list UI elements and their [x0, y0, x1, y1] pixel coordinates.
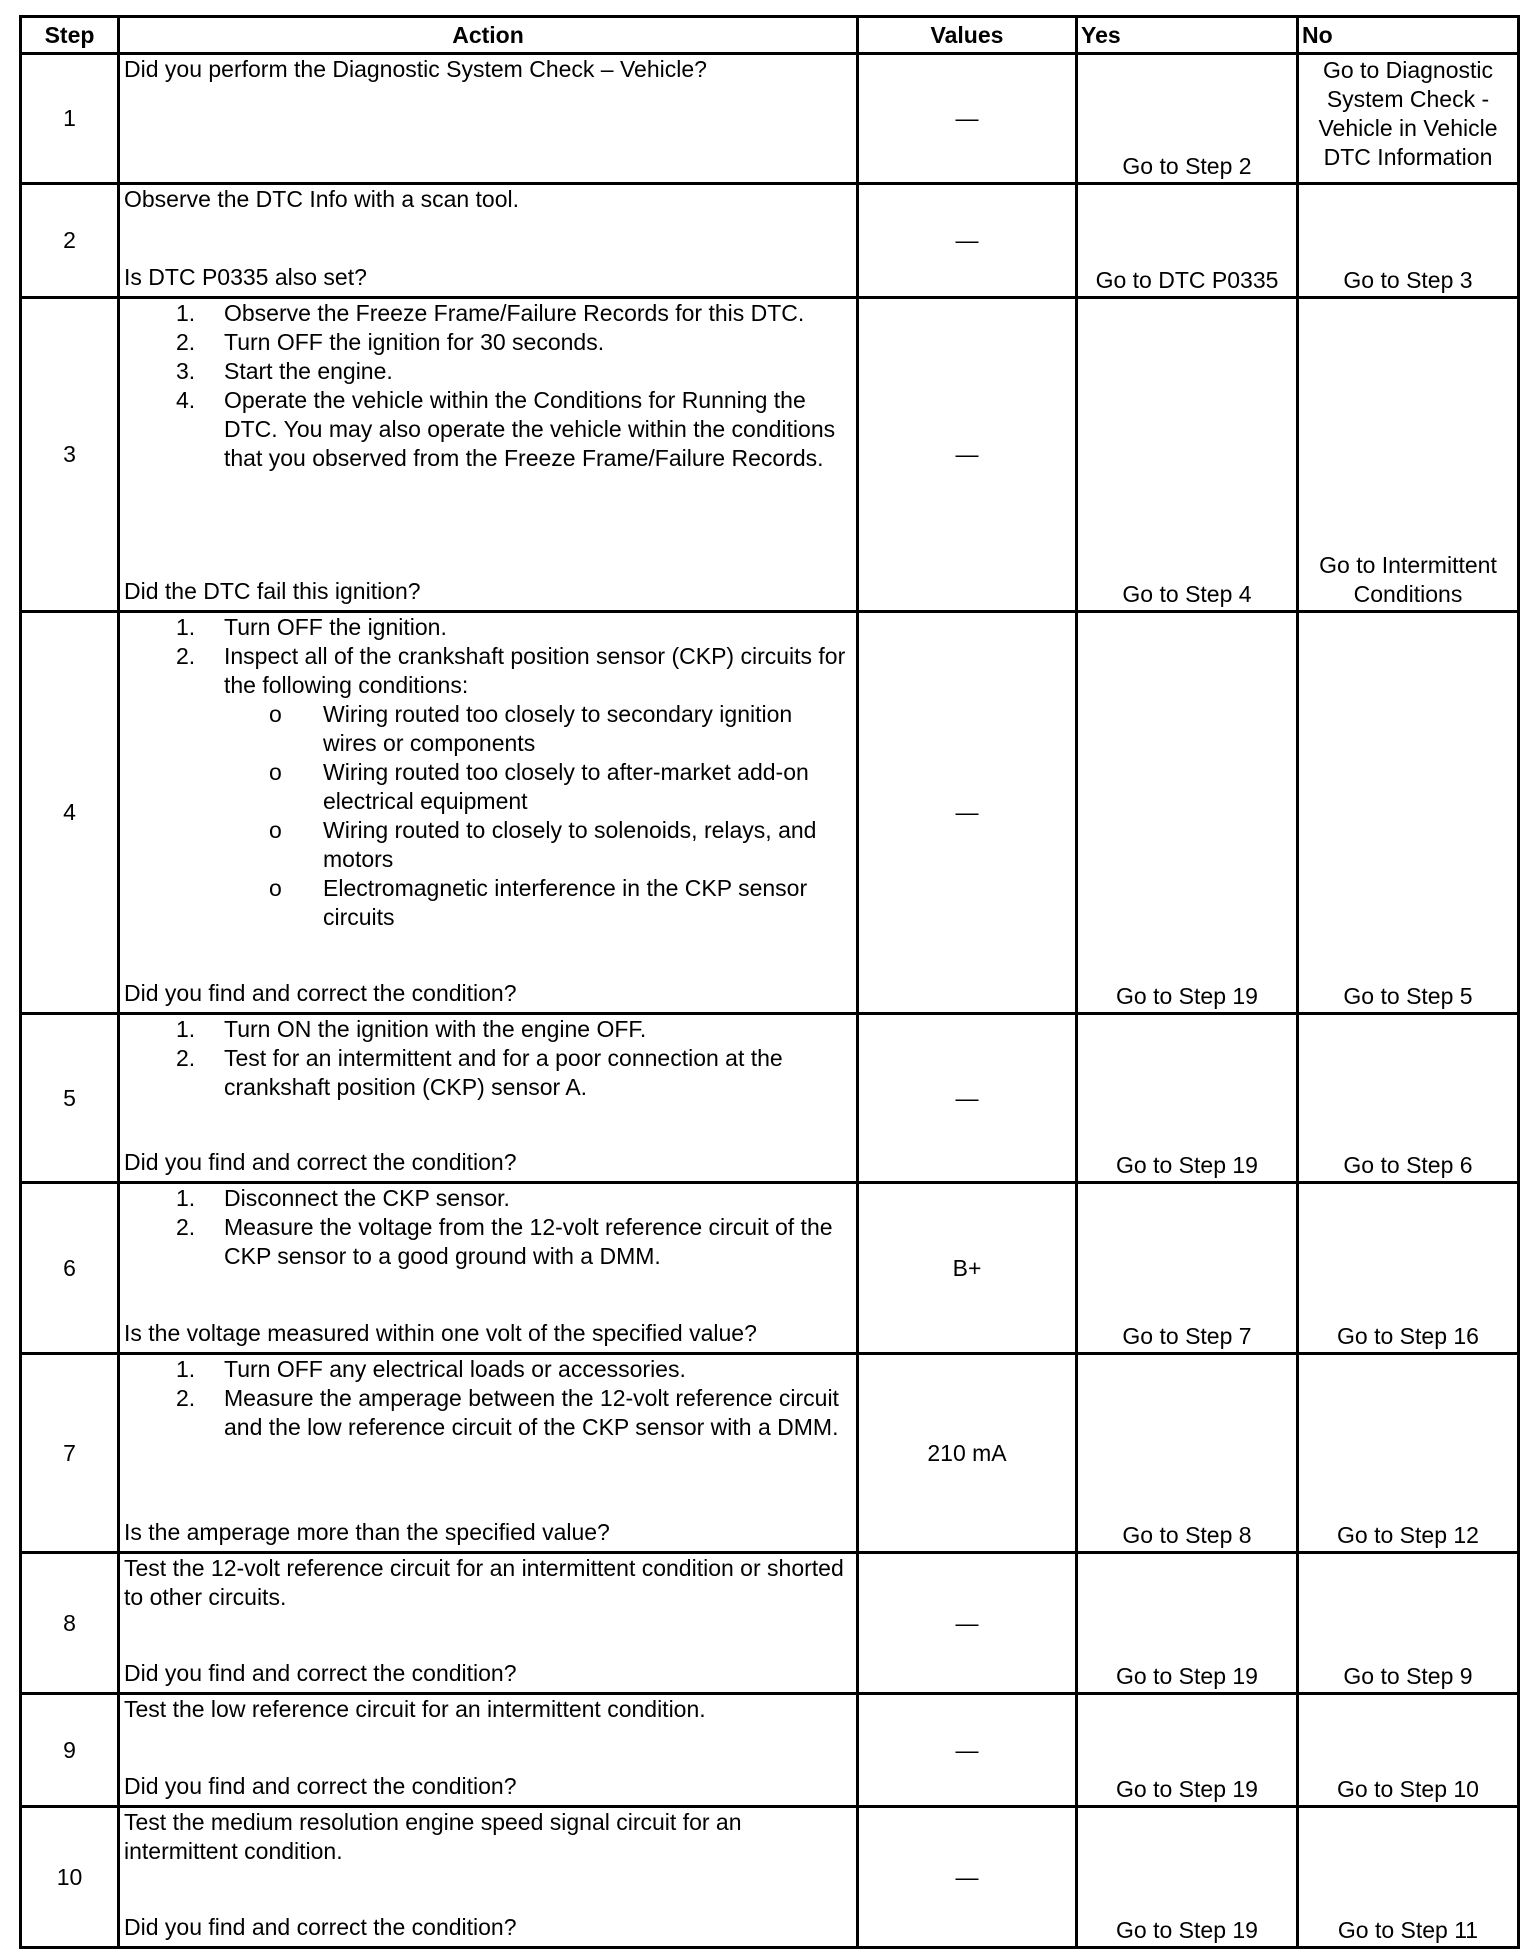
step-list-number: 2. — [176, 1385, 196, 1411]
yes-outcome-link[interactable]: Go to Step 19 — [1116, 983, 1258, 1009]
action-content — [120, 1808, 856, 1943]
yes-cell — [1077, 1354, 1298, 1553]
action-text: Did you perform the Diagnostic System Check – Vehicle? — [124, 56, 707, 82]
step-list-number: 1. — [176, 614, 196, 640]
no-cell — [1298, 1354, 1519, 1553]
header-row — [21, 17, 1519, 54]
no-cell — [1298, 1553, 1519, 1694]
action-content — [120, 1184, 856, 1349]
step-number: 7 — [21, 1354, 119, 1553]
action-question: Did you find and correct the condition? — [124, 1149, 517, 1175]
yes-outcome-link[interactable]: Go to Step 19 — [1116, 1776, 1258, 1802]
action-body — [124, 1808, 852, 1866]
step-list-number: 2. — [176, 1214, 196, 1240]
header-no: No — [1298, 17, 1519, 54]
action-cell — [119, 54, 858, 184]
table-row — [21, 54, 1519, 184]
value-cell: — — [858, 298, 1077, 612]
step-list-text: Turn OFF the ignition. — [224, 614, 447, 640]
step-list-number: 2. — [176, 1045, 196, 1071]
step-list-number: 1. — [176, 1356, 196, 1382]
value-cell: — — [858, 184, 1077, 298]
value-cell: 210 mA — [858, 1354, 1077, 1553]
condition-item — [223, 816, 852, 874]
bullet-marker: o — [269, 875, 282, 901]
yes-outcome-link[interactable]: Go to DTC P0335 — [1095, 267, 1279, 293]
step-list-text: Observe the Freeze Frame/Failure Records for this DTC. — [224, 300, 805, 326]
step-number: 1 — [21, 54, 119, 184]
action-step — [124, 613, 852, 642]
action-step — [124, 386, 852, 473]
condition-item — [223, 700, 852, 758]
step-list-text: Operate the vehicle within the Conditions for Running the DTC. You may also operate the vehicle within the conditions that you observed from the Freeze Frame/Failure Records. — [224, 387, 836, 471]
action-cell — [119, 1183, 858, 1354]
action-question: Is the voltage measured within one volt of the specified value? — [124, 1320, 757, 1346]
action-question: Did the DTC fail this ignition? — [124, 578, 421, 604]
step-list-number: 2. — [176, 643, 196, 669]
no-cell — [1298, 184, 1519, 298]
table-row — [21, 1553, 1519, 1694]
action-question: Is DTC P0335 also set? — [124, 264, 367, 290]
action-content — [120, 1355, 856, 1548]
step-number: 2 — [21, 184, 119, 298]
action-step — [124, 1384, 852, 1442]
action-step-list — [124, 613, 852, 932]
table-row — [21, 1807, 1519, 1948]
yes-cell — [1077, 1807, 1298, 1948]
no-outcome-link[interactable]: Go to Diagnostic System Check - Vehicle in Vehicle DTC Information — [1318, 57, 1498, 170]
action-step-list — [124, 1015, 852, 1102]
value-cell: — — [858, 612, 1077, 1014]
no-cell — [1298, 1694, 1519, 1807]
action-step — [124, 1355, 852, 1384]
diagnostic-table — [19, 15, 1520, 1949]
action-body — [124, 1554, 852, 1612]
action-step — [124, 357, 852, 386]
step-list-text: Turn ON the ignition with the engine OFF. — [224, 1016, 647, 1042]
action-text: Test the medium resolution engine speed signal circuit for an intermittent condition. — [124, 1809, 742, 1864]
yes-outcome-link[interactable]: Go to Step 4 — [1122, 581, 1252, 607]
action-step — [124, 1015, 852, 1044]
value-cell: — — [858, 1807, 1077, 1948]
condition-text: Wiring routed to closely to solenoids, relays, and motors — [323, 817, 817, 872]
action-step — [124, 1213, 852, 1271]
action-question: Did you find and correct the condition? — [124, 1773, 517, 1799]
action-body — [124, 1184, 852, 1271]
yes-cell — [1077, 1183, 1298, 1354]
action-content — [120, 613, 856, 1009]
condition-list — [223, 700, 852, 932]
value-cell: — — [858, 1014, 1077, 1183]
step-number: 3 — [21, 298, 119, 612]
action-content — [120, 1695, 856, 1802]
table-row — [21, 1014, 1519, 1183]
table-row — [21, 1694, 1519, 1807]
action-step-list — [124, 299, 852, 473]
table-row — [21, 612, 1519, 1014]
header-action: Action — [119, 17, 858, 54]
step-list-text: Start the engine. — [224, 358, 393, 384]
yes-cell — [1077, 54, 1298, 184]
action-cell — [119, 612, 858, 1014]
action-content — [120, 1554, 856, 1689]
step-number: 6 — [21, 1183, 119, 1354]
action-content — [120, 299, 856, 607]
step-number: 4 — [21, 612, 119, 1014]
table-row — [21, 184, 1519, 298]
no-cell — [1298, 1183, 1519, 1354]
step-list-text: Turn OFF any electrical loads or accessories. — [224, 1356, 686, 1382]
step-list-number: 1. — [176, 300, 196, 326]
action-cell — [119, 1014, 858, 1183]
yes-cell — [1077, 1553, 1298, 1694]
yes-outcome-link[interactable]: Go to Step 19 — [1116, 1917, 1258, 1943]
no-cell — [1298, 1807, 1519, 1948]
no-cell — [1298, 298, 1519, 612]
step-list-text: Measure the voltage from the 12-volt reference circuit of the CKP sensor to a good ground with a DMM. — [224, 1214, 833, 1269]
action-cell — [119, 1354, 858, 1553]
action-step — [124, 642, 852, 932]
no-outcome-link[interactable]: Go to Intermittent Conditions — [1319, 552, 1497, 607]
condition-item — [223, 874, 852, 932]
yes-outcome-link[interactable]: Go to Step 8 — [1122, 1522, 1252, 1548]
step-list-number: 2. — [176, 329, 196, 355]
action-cell — [119, 1694, 858, 1807]
action-content — [120, 185, 856, 293]
action-step — [124, 299, 852, 328]
action-body — [124, 1015, 852, 1102]
condition-item — [223, 758, 852, 816]
no-cell — [1298, 1014, 1519, 1183]
no-cell — [1298, 54, 1519, 184]
no-outcome-link[interactable]: Go to Step 12 — [1337, 1522, 1479, 1548]
bullet-marker: o — [269, 701, 282, 727]
no-outcome-link[interactable]: Go to Step 16 — [1337, 1323, 1479, 1349]
action-cell — [119, 298, 858, 612]
no-outcome-link[interactable]: Go to Step 3 — [1343, 267, 1473, 293]
no-outcome-link[interactable]: Go to Step 10 — [1337, 1776, 1479, 1802]
action-body — [124, 613, 852, 932]
step-list-text: Inspect all of the crankshaft position sensor (CKP) circuits for the following conditions: — [224, 643, 846, 698]
action-step — [124, 1184, 852, 1213]
action-question: Did you find and correct the condition? — [124, 980, 517, 1006]
value-cell: — — [858, 1694, 1077, 1807]
yes-outcome-link[interactable]: Go to Step 7 — [1122, 1323, 1252, 1349]
yes-outcome-link[interactable]: Go to Step 19 — [1116, 1152, 1258, 1178]
action-body — [124, 1695, 852, 1724]
no-outcome-link[interactable]: Go to Step 9 — [1343, 1663, 1473, 1689]
bullet-marker: o — [269, 817, 282, 843]
no-outcome-link[interactable]: Go to Step 5 — [1343, 983, 1473, 1009]
step-list-text: Disconnect the CKP sensor. — [224, 1185, 510, 1211]
step-number: 8 — [21, 1553, 119, 1694]
no-outcome-link[interactable]: Go to Step 11 — [1337, 1917, 1479, 1943]
step-list-number: 1. — [176, 1016, 196, 1042]
no-outcome-link[interactable]: Go to Step 6 — [1343, 1152, 1473, 1178]
header-step: Step — [21, 17, 119, 54]
action-body — [124, 1355, 852, 1442]
condition-text: Electromagnetic interference in the CKP sensor circuits — [323, 875, 808, 930]
header-values: Values — [858, 17, 1077, 54]
yes-cell — [1077, 184, 1298, 298]
step-list-text: Turn OFF the ignition for 30 seconds. — [224, 329, 605, 355]
action-body — [124, 55, 852, 84]
action-step — [124, 328, 852, 357]
step-list-number: 1. — [176, 1185, 196, 1211]
table-row — [21, 298, 1519, 612]
action-content — [120, 55, 856, 179]
yes-outcome-link[interactable]: Go to Step 19 — [1116, 1663, 1258, 1689]
action-body — [124, 299, 852, 473]
action-text: Test the 12-volt reference circuit for an intermittent condition or shorted to other circuits. — [124, 1555, 844, 1610]
action-cell — [119, 184, 858, 298]
header-yes: Yes — [1077, 17, 1298, 54]
yes-cell — [1077, 298, 1298, 612]
value-cell: — — [858, 1553, 1077, 1694]
action-question: Did you find and correct the condition? — [124, 1660, 517, 1686]
step-number: 10 — [21, 1807, 119, 1948]
value-cell: — — [858, 54, 1077, 184]
condition-text: Wiring routed too closely to after-market add-on electrical equipment — [323, 759, 809, 814]
bullet-marker: o — [269, 759, 282, 785]
action-body — [124, 185, 852, 214]
action-text: Observe the DTC Info with a scan tool. — [124, 186, 520, 212]
table-row — [21, 1354, 1519, 1553]
action-text: Test the low reference circuit for an intermittent condition. — [124, 1696, 706, 1722]
step-list-text: Test for an intermittent and for a poor connection at the crankshaft position (CKP) sensor A. — [224, 1045, 783, 1100]
no-cell — [1298, 612, 1519, 1014]
action-question: Did you find and correct the condition? — [124, 1914, 517, 1940]
yes-outcome-link[interactable]: Go to Step 2 — [1122, 153, 1252, 179]
condition-text: Wiring routed too closely to secondary ignition wires or components — [323, 701, 793, 756]
action-content — [120, 1015, 856, 1178]
action-cell — [119, 1553, 858, 1694]
action-step-list — [124, 1184, 852, 1271]
action-cell — [119, 1807, 858, 1948]
step-list-number: 3. — [176, 358, 196, 384]
yes-cell — [1077, 612, 1298, 1014]
step-list-text: Measure the amperage between the 12-volt reference circuit and the low reference circuit of the CKP sensor with a DMM. — [224, 1385, 839, 1440]
action-step-list — [124, 1355, 852, 1442]
table-row — [21, 1183, 1519, 1354]
yes-cell — [1077, 1014, 1298, 1183]
yes-cell — [1077, 1694, 1298, 1807]
action-question: Is the amperage more than the specified value? — [124, 1519, 610, 1545]
action-step — [124, 1044, 852, 1102]
step-list-number: 4. — [176, 387, 196, 413]
step-number: 5 — [21, 1014, 119, 1183]
step-number: 9 — [21, 1694, 119, 1807]
value-cell: B+ — [858, 1183, 1077, 1354]
